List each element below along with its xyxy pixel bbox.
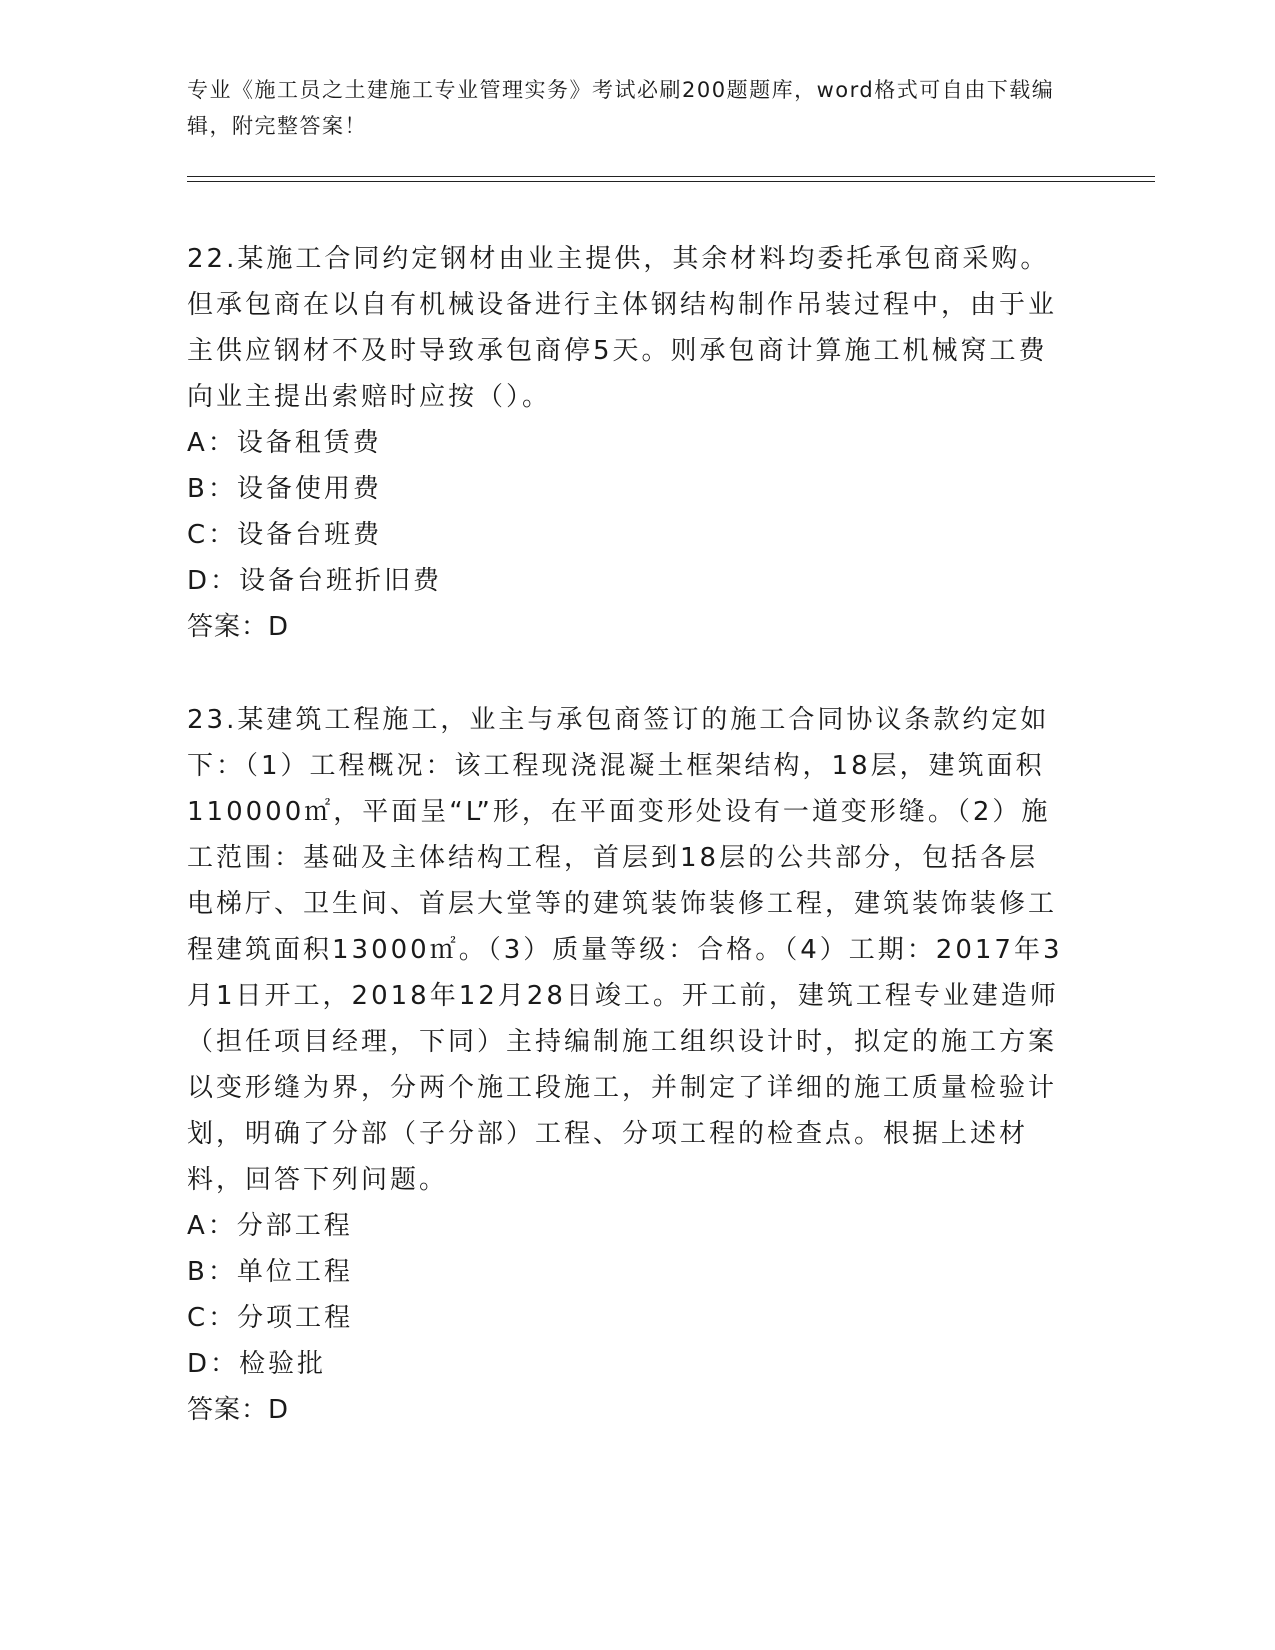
question-22 bbox=[187, 236, 1067, 650]
answer-line bbox=[187, 1387, 1067, 1433]
answer-value: D bbox=[268, 1395, 290, 1425]
answer-label: 答案： bbox=[187, 1395, 269, 1425]
question-stem: 23.某建筑工程施工，业主与承包商签订的施工合同协议条款约定如下：（1）工程概况：该工程现浇混凝土框架结构，18层，建筑面积110000㎡，平面呈“L”形，在平面变形处设有一道变形缝。（2）施工范围：基础及主体结构工程，首层到18层的公共部分，包括各层电梯厅、卫生间、首层大堂等的建筑装饰装修工程，建筑装饰装修工程建筑面积13000㎡。（3）质量等级：合格。（4）工期：2017年3月1日开工，2018年12月28日竣工。开工前，建筑工程专业建造师（担任项目经理，下同）主持编制施工组织设计时，拟定的施工方案以变形缝为界，分两个施工段施工，并制定了详细的施工质量检验计划，明确了分部（子分部）工程、分项工程的检查点。根据上述材料，回答下列问题。 bbox=[187, 705, 1063, 1195]
answer-label: 答案： bbox=[187, 612, 269, 642]
header-divider-top bbox=[187, 176, 1155, 177]
answer-value: D bbox=[268, 612, 290, 642]
option-d: D：设备台班折旧费 bbox=[187, 566, 443, 596]
answer-line bbox=[187, 604, 1067, 650]
option-d: D：检验批 bbox=[187, 1349, 327, 1379]
option-b: B：设备使用费 bbox=[187, 474, 382, 504]
header-divider-bottom bbox=[187, 181, 1155, 182]
question-23 bbox=[187, 697, 1067, 1433]
option-c: C：设备台班费 bbox=[187, 520, 383, 550]
document-header: 专业《施工员之土建施工专业管理实务》考试必刷200题题库，word格式可自由下载编辑，附完整答案！ bbox=[187, 78, 1055, 138]
option-c: C：分项工程 bbox=[187, 1303, 354, 1333]
question-stem: 22.某施工合同约定钢材由业主提供，其余材料均委托承包商采购。但承包商在以自有机械设备进行主体钢结构制作吊装过程中，由于业主供应钢材不及时导致承包商停5天。则承包商计算施工机械窝工费向业主提出索赔时应按（）。 bbox=[187, 244, 1058, 412]
option-a: A：分部工程 bbox=[187, 1211, 353, 1241]
option-a: A：设备租赁费 bbox=[187, 428, 382, 458]
option-b: B：单位工程 bbox=[187, 1257, 353, 1287]
